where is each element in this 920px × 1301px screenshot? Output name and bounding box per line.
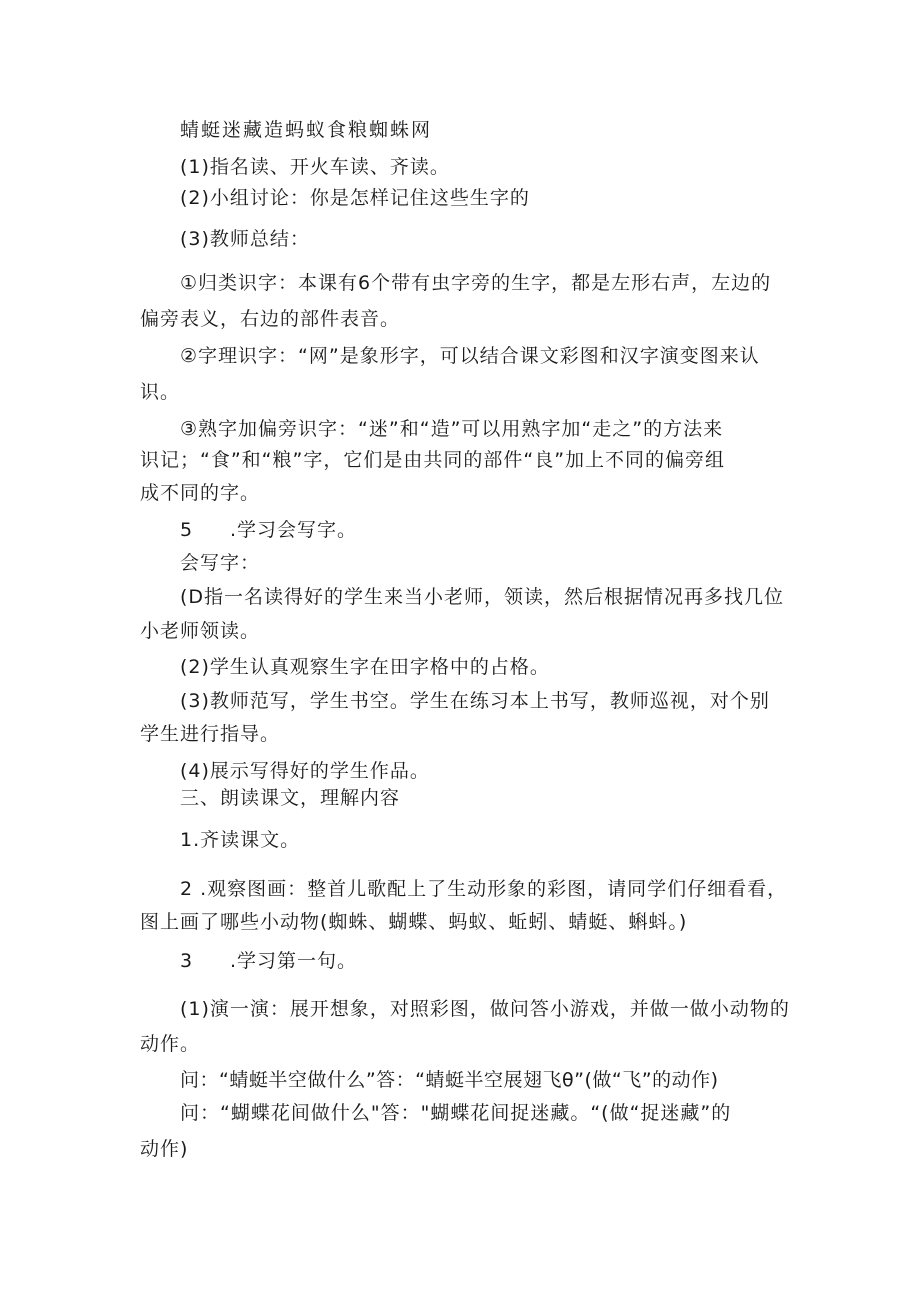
- first-sentence-title: .学习第一句。: [230, 950, 358, 972]
- section-5-title: .学习会写字。: [230, 519, 358, 541]
- point-3-line-3: 成不同的字。: [140, 482, 261, 504]
- qa-dragonfly: 问：“蜻蜓半空做什么”答：“蜻蜓半空展翅飞θ”(做“飞”的动作): [180, 1069, 719, 1091]
- writing-heading: 会写字：: [180, 552, 261, 574]
- writing-step-3-line-2: 学生进行指导。: [140, 723, 281, 745]
- writing-step-3-line-1: (3)教师范写，学生书空。学生在练习本上书写，教师巡视，对个别: [180, 690, 770, 712]
- step-2-discuss: (2)小组讨论：你是怎样记住这些生字的: [180, 187, 530, 209]
- section-three-heading: 三、朗读课文，理解内容: [180, 787, 401, 809]
- section-number-5: 5: [180, 519, 193, 541]
- point-1-line-1: ①归类识字：本课有6个带有虫字旁的生字，都是左形右声，左边的: [180, 272, 772, 294]
- observe-step-line-1: 2 .观察图画：整首儿歌配上了生动形象的彩图，请同学们仔细看看，: [180, 878, 788, 900]
- writing-step-4: (4)展示写得好的学生作品。: [180, 760, 430, 782]
- section-number-3: 3: [180, 950, 193, 972]
- qa-butterfly-line-2: 动作): [140, 1138, 189, 1160]
- writing-step-1-line-1: (D指一名读得好的学生来当小老师，领读，然后根据情况再多找几位: [180, 586, 785, 608]
- observe-step-line-2: 图上画了哪些小动物(蜘蛛、蝴蝶、蚂蚁、蚯蚓、蜻蜓、蝌蚪。): [140, 911, 688, 933]
- vocab-line: 蜻蜓迷藏造蚂蚁食粮蜘蛛网: [180, 119, 433, 141]
- point-1-line-2: 偏旁表义，右边的部件表音。: [140, 308, 401, 330]
- act-out-line-1: (1)演一演：展开想象，对照彩图，做问答小游戏，并做一做小动物的: [180, 998, 790, 1020]
- point-3-line-1: ③熟字加偏旁识字：“迷”和“造”可以用熟字加“走之”的方法来: [180, 418, 724, 440]
- qa-butterfly-line-1: 问：“蝴蝶花间做什么"答："蝴蝶花间捉迷藏。“(做“捉迷藏”的: [180, 1102, 732, 1124]
- writing-step-1-line-2: 小老师领读。: [140, 620, 261, 642]
- act-out-line-2: 动作。: [140, 1033, 201, 1055]
- writing-step-2: (2)学生认真观察生字在田字格中的占格。: [180, 656, 550, 678]
- step-1-read: (1)指名读、开火车读、齐读。: [180, 156, 450, 178]
- step-3-summary: (3)教师总结：: [180, 228, 310, 250]
- read-aloud-step-1: 1.齐读课文。: [180, 829, 301, 851]
- point-3-line-2: 识记；“食”和“粮”字，它们是由共同的部件“良”加上不同的偏旁组: [140, 449, 726, 471]
- point-2-line-1: ②字理识字：“网”是象形字，可以结合课文彩图和汉字演变图来认: [180, 345, 760, 367]
- point-2-line-2: 识。: [140, 381, 181, 403]
